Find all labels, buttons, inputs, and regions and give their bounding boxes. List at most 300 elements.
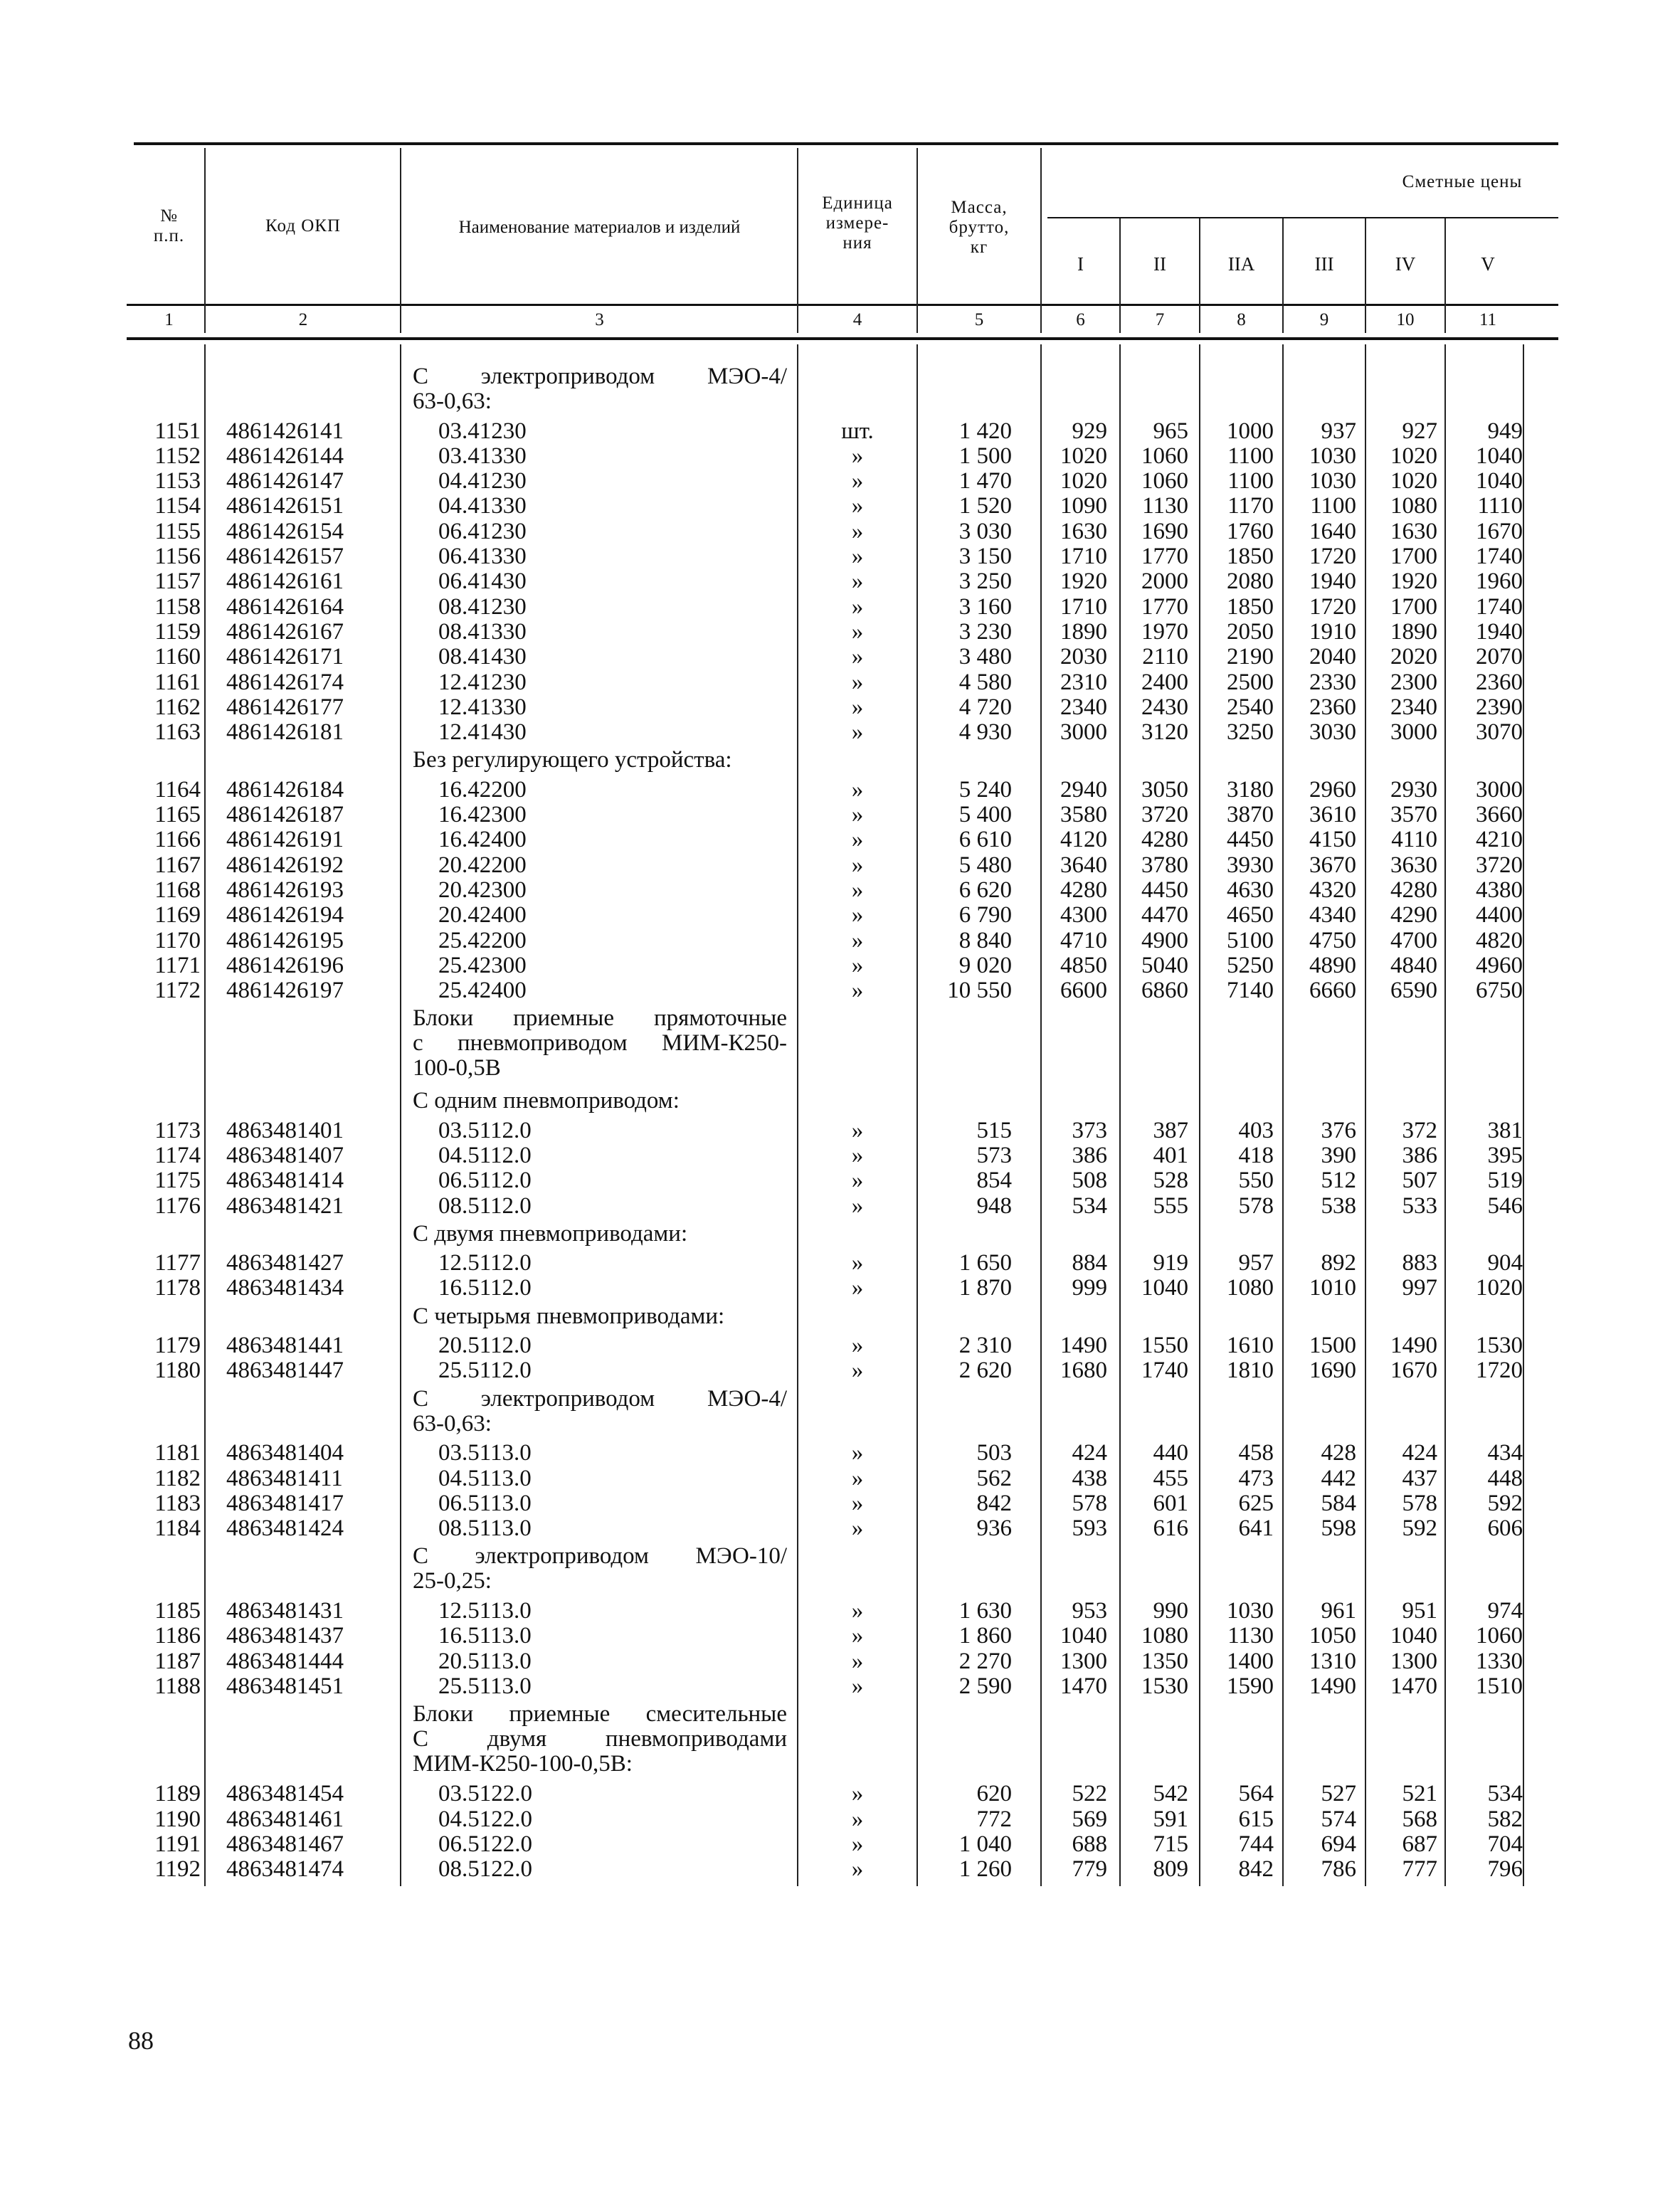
price-cell: 3630 bbox=[1390, 852, 1437, 878]
okp-code: 4861426164 bbox=[226, 594, 344, 620]
price-cell: 386 bbox=[1072, 1143, 1107, 1168]
unit: » bbox=[851, 493, 864, 519]
price-cell: 538 bbox=[1321, 1193, 1356, 1219]
price-cell: 1030 bbox=[1309, 443, 1356, 469]
okp-code: 4863481467 bbox=[226, 1831, 344, 1857]
item-name: 16.5113.0 bbox=[438, 1623, 532, 1649]
price-cell: 777 bbox=[1402, 1856, 1437, 1882]
mass: 573 bbox=[976, 1143, 1012, 1168]
price-cell: 1350 bbox=[1141, 1649, 1188, 1674]
mass: 6 610 bbox=[958, 827, 1012, 852]
okp-code: 4863481424 bbox=[226, 1515, 344, 1541]
price-cell: 1920 bbox=[1060, 568, 1107, 594]
okp-code: 4861426151 bbox=[226, 493, 344, 519]
price-cell: 533 bbox=[1402, 1193, 1437, 1219]
column-divider bbox=[1523, 344, 1524, 1886]
unit: » bbox=[851, 1193, 864, 1219]
price-cell: 1060 bbox=[1476, 1623, 1523, 1649]
price-cell: 4340 bbox=[1309, 902, 1356, 928]
mass: 8 840 bbox=[958, 928, 1012, 953]
price-cell: 625 bbox=[1238, 1491, 1274, 1516]
price-cell: 961 bbox=[1321, 1598, 1356, 1624]
price-cell: 390 bbox=[1321, 1143, 1356, 1168]
price-cell: 1130 bbox=[1227, 1623, 1274, 1649]
price-cell: 555 bbox=[1153, 1193, 1188, 1219]
price-cell: 3640 bbox=[1060, 852, 1107, 878]
price-cell: 796 bbox=[1487, 1856, 1523, 1882]
table-row bbox=[0, 1649, 1680, 1674]
section-title-line: Без регулирующего устройства: bbox=[413, 747, 732, 773]
price-cell: 4450 bbox=[1227, 827, 1274, 852]
column-number: 5 bbox=[974, 310, 984, 329]
column-divider bbox=[1365, 344, 1366, 1886]
table-row bbox=[0, 720, 1680, 745]
row-number: 1159 bbox=[154, 619, 201, 645]
item-name: 08.5113.0 bbox=[438, 1515, 532, 1541]
price-cell: 1490 bbox=[1390, 1333, 1437, 1358]
okp-code: 4863481474 bbox=[226, 1856, 344, 1882]
price-cell: 418 bbox=[1238, 1143, 1274, 1168]
price-cell: 1940 bbox=[1309, 568, 1356, 594]
mass: 5 400 bbox=[958, 802, 1012, 827]
page-number: 88 bbox=[128, 2026, 154, 2055]
price-cell: 1720 bbox=[1309, 544, 1356, 569]
price-cell: 1170 bbox=[1227, 493, 1274, 519]
price-cell: 3070 bbox=[1476, 719, 1523, 745]
price-cell: 6590 bbox=[1390, 978, 1437, 1003]
price-cell: 2540 bbox=[1227, 694, 1274, 720]
section-title-line: Блоки приемные смесительные bbox=[413, 1701, 787, 1727]
row-number: 1188 bbox=[154, 1673, 201, 1699]
price-cell: 786 bbox=[1321, 1856, 1356, 1882]
price-cell: 437 bbox=[1402, 1466, 1437, 1491]
table-row bbox=[0, 1624, 1680, 1649]
unit: » bbox=[851, 827, 864, 852]
unit: » bbox=[851, 1440, 864, 1466]
price-cell: 974 bbox=[1487, 1598, 1523, 1624]
price-cell: 2310 bbox=[1060, 670, 1107, 695]
unit: » bbox=[851, 1856, 864, 1882]
column-number: 8 bbox=[1237, 310, 1246, 329]
price-cell: 386 bbox=[1402, 1143, 1437, 1168]
table-row bbox=[0, 670, 1680, 695]
price-cell: 1030 bbox=[1227, 1598, 1274, 1624]
mass: 842 bbox=[976, 1491, 1012, 1516]
item-name: 20.5112.0 bbox=[438, 1333, 532, 1358]
table-row bbox=[0, 1466, 1680, 1491]
price-cell: 3610 bbox=[1309, 802, 1356, 827]
price-cell: 381 bbox=[1487, 1118, 1523, 1143]
price-cell: 401 bbox=[1153, 1143, 1188, 1168]
price-cell: 582 bbox=[1487, 1806, 1523, 1832]
column-divider bbox=[1444, 344, 1446, 1886]
price-cell: 951 bbox=[1402, 1598, 1437, 1624]
price-cell: 527 bbox=[1321, 1781, 1356, 1806]
price-cell: 4280 bbox=[1060, 877, 1107, 903]
item-name: 16.42300 bbox=[438, 802, 527, 827]
header-divider bbox=[204, 148, 206, 333]
price-cell: 578 bbox=[1402, 1491, 1437, 1516]
mass: 2 270 bbox=[958, 1649, 1012, 1674]
unit: » bbox=[851, 468, 864, 494]
mass: 6 790 bbox=[958, 902, 1012, 928]
mass: 2 590 bbox=[958, 1673, 1012, 1699]
price-cell: 564 bbox=[1238, 1781, 1274, 1806]
price-cell: 4120 bbox=[1060, 827, 1107, 852]
section-title bbox=[413, 1544, 787, 1594]
item-name: 08.5122.0 bbox=[438, 1856, 532, 1882]
item-name: 04.5113.0 bbox=[438, 1466, 532, 1491]
row-number: 1192 bbox=[154, 1856, 201, 1882]
price-cell: 1890 bbox=[1060, 619, 1107, 645]
row-number: 1174 bbox=[154, 1143, 201, 1168]
price-cell: 4710 bbox=[1060, 928, 1107, 953]
price-cell: 4650 bbox=[1227, 902, 1274, 928]
column-divider bbox=[1040, 344, 1042, 1886]
price-cell: 584 bbox=[1321, 1491, 1356, 1516]
price-cell: 1100 bbox=[1227, 443, 1274, 469]
table-top-rule bbox=[134, 142, 1558, 145]
price-cell: 4900 bbox=[1141, 928, 1188, 953]
table-row bbox=[0, 1333, 1680, 1358]
section-title-line: 63-0,63: bbox=[413, 388, 492, 414]
price-cell: 4320 bbox=[1309, 877, 1356, 903]
row-number: 1168 bbox=[154, 877, 201, 903]
price-cell: 1630 bbox=[1060, 519, 1107, 544]
okp-code: 4861426144 bbox=[226, 443, 344, 469]
price-cell: 688 bbox=[1072, 1831, 1107, 1857]
okp-code: 4861426177 bbox=[226, 694, 344, 720]
section-title-line: Блоки приемные прямоточные bbox=[413, 1005, 787, 1031]
price-cell: 4450 bbox=[1141, 877, 1188, 903]
price-cell: 1300 bbox=[1390, 1649, 1437, 1674]
price-cell: 1770 bbox=[1141, 594, 1188, 620]
price-cell: 1040 bbox=[1476, 468, 1523, 494]
unit: » bbox=[851, 719, 864, 745]
item-name: 20.5113.0 bbox=[438, 1649, 532, 1674]
price-cell: 1920 bbox=[1390, 568, 1437, 594]
okp-code: 4863481441 bbox=[226, 1333, 344, 1358]
price-cell: 1040 bbox=[1141, 1275, 1188, 1301]
table-row bbox=[0, 444, 1680, 469]
price-cell: 1510 bbox=[1476, 1673, 1523, 1699]
column-number-rule bbox=[127, 337, 1558, 340]
price-cell: 1740 bbox=[1476, 544, 1523, 569]
price-cell: 458 bbox=[1238, 1440, 1274, 1466]
price-cell: 1720 bbox=[1309, 594, 1356, 620]
price-cell: 1720 bbox=[1476, 1358, 1523, 1383]
price-cell: 3670 bbox=[1309, 852, 1356, 878]
header-col-prices: Сметные цены bbox=[1402, 172, 1523, 191]
price-cell: 5040 bbox=[1141, 953, 1188, 978]
table-row bbox=[0, 1251, 1680, 1276]
price-cell: 574 bbox=[1321, 1806, 1356, 1832]
price-cell: 4280 bbox=[1390, 877, 1437, 903]
row-number: 1164 bbox=[154, 777, 201, 803]
column-divider bbox=[916, 344, 918, 1886]
row-number: 1170 bbox=[154, 928, 201, 953]
price-cell: 1020 bbox=[1060, 443, 1107, 469]
row-number: 1160 bbox=[154, 644, 201, 670]
column-divider bbox=[797, 344, 798, 1886]
okp-code: 4861426184 bbox=[226, 777, 344, 803]
section-title-line: с пневмоприводом МИМ-К250- bbox=[413, 1030, 787, 1056]
table-row bbox=[0, 1441, 1680, 1466]
section-title bbox=[413, 748, 787, 773]
price-cell: 1330 bbox=[1476, 1649, 1523, 1674]
row-number: 1184 bbox=[154, 1515, 201, 1541]
section-title bbox=[413, 1387, 787, 1437]
row-number: 1189 bbox=[154, 1781, 201, 1806]
price-cell: 598 bbox=[1321, 1515, 1356, 1541]
column-number: 9 bbox=[1319, 310, 1329, 329]
mass: 3 480 bbox=[958, 644, 1012, 670]
mass: 515 bbox=[976, 1118, 1012, 1143]
table-row bbox=[0, 595, 1680, 620]
okp-code: 4863481444 bbox=[226, 1649, 344, 1674]
header-divider bbox=[400, 148, 401, 333]
price-cell: 3660 bbox=[1476, 802, 1523, 827]
price-cell: 508 bbox=[1072, 1168, 1107, 1193]
price-cell: 1100 bbox=[1227, 468, 1274, 494]
price-cell: 578 bbox=[1072, 1491, 1107, 1516]
price-cell: 424 bbox=[1072, 1440, 1107, 1466]
table-row bbox=[0, 978, 1680, 1003]
price-cell: 949 bbox=[1487, 418, 1523, 444]
price-cell: 6600 bbox=[1060, 978, 1107, 1003]
price-cell: 442 bbox=[1321, 1466, 1356, 1491]
okp-code: 4863481431 bbox=[226, 1598, 344, 1624]
price-cell: 3030 bbox=[1309, 719, 1356, 745]
price-cell: 779 bbox=[1072, 1856, 1107, 1882]
table-row bbox=[0, 1358, 1680, 1383]
item-name: 20.42200 bbox=[438, 852, 527, 878]
row-number: 1154 bbox=[154, 493, 201, 519]
mass: 1 260 bbox=[958, 1856, 1012, 1882]
section-title bbox=[413, 1222, 787, 1247]
row-number: 1179 bbox=[154, 1333, 201, 1358]
unit: » bbox=[851, 928, 864, 953]
price-cell: 4290 bbox=[1390, 902, 1437, 928]
price-cell: 4630 bbox=[1227, 877, 1274, 903]
unit: » bbox=[851, 1466, 864, 1491]
price-cell: 4400 bbox=[1476, 902, 1523, 928]
table-row bbox=[0, 1118, 1680, 1143]
unit: » bbox=[851, 1168, 864, 1193]
okp-code: 4861426161 bbox=[226, 568, 344, 594]
item-name: 25.5112.0 bbox=[438, 1358, 532, 1383]
price-cell: 512 bbox=[1321, 1168, 1356, 1193]
price-cell: 519 bbox=[1487, 1168, 1523, 1193]
mass: 772 bbox=[976, 1806, 1012, 1832]
item-name: 04.41330 bbox=[438, 493, 527, 519]
unit: » bbox=[851, 670, 864, 695]
price-cell: 455 bbox=[1153, 1466, 1188, 1491]
price-cell: 744 bbox=[1238, 1831, 1274, 1857]
price-cell: 3000 bbox=[1390, 719, 1437, 745]
mass: 1 870 bbox=[958, 1275, 1012, 1301]
price-cell: 3780 bbox=[1141, 852, 1188, 878]
price-cell: 591 bbox=[1153, 1806, 1188, 1832]
mass: 3 160 bbox=[958, 594, 1012, 620]
price-cell: 1080 bbox=[1141, 1623, 1188, 1649]
section-title-line: МИМ-К250-100-0,5В: bbox=[413, 1751, 633, 1777]
unit: » bbox=[851, 519, 864, 544]
unit: » bbox=[851, 1515, 864, 1541]
price-cell: 904 bbox=[1487, 1250, 1523, 1276]
price-cell: 542 bbox=[1153, 1781, 1188, 1806]
price-cell: 3120 bbox=[1141, 719, 1188, 745]
section-title-line: С электроприводом МЭО-10/ bbox=[413, 1543, 787, 1569]
price-cell: 2030 bbox=[1060, 644, 1107, 670]
price-cell: 1470 bbox=[1060, 1673, 1107, 1699]
okp-code: 4863481404 bbox=[226, 1440, 344, 1466]
row-number: 1169 bbox=[154, 902, 201, 928]
unit: » bbox=[851, 568, 864, 594]
okp-code: 4861426194 bbox=[226, 902, 344, 928]
mass: 2 620 bbox=[958, 1358, 1012, 1383]
price-cell: 1700 bbox=[1390, 544, 1437, 569]
table-row bbox=[0, 903, 1680, 928]
price-cell: 592 bbox=[1402, 1515, 1437, 1541]
section-title bbox=[413, 1006, 787, 1081]
mass: 4 930 bbox=[958, 719, 1012, 745]
okp-code: 4861426197 bbox=[226, 978, 344, 1003]
unit: » bbox=[851, 1333, 864, 1358]
okp-code: 4861426195 bbox=[226, 928, 344, 953]
unit: » bbox=[851, 1598, 864, 1624]
section-title-line: С двумя пневмоприводами bbox=[413, 1726, 787, 1752]
unit: » bbox=[851, 1250, 864, 1276]
item-name: 20.42400 bbox=[438, 902, 527, 928]
unit: » bbox=[851, 978, 864, 1003]
item-name: 03.5122.0 bbox=[438, 1781, 532, 1806]
price-zone-header: III bbox=[1314, 253, 1334, 275]
row-number: 1172 bbox=[154, 978, 201, 1003]
column-number: 1 bbox=[164, 310, 174, 329]
column-number: 2 bbox=[298, 310, 308, 329]
table-row bbox=[0, 1857, 1680, 1882]
price-cell: 2340 bbox=[1390, 694, 1437, 720]
price-cell: 1400 bbox=[1227, 1649, 1274, 1674]
price-cell: 1700 bbox=[1390, 594, 1437, 620]
row-number: 1165 bbox=[154, 802, 201, 827]
price-cell: 1050 bbox=[1309, 1623, 1356, 1649]
price-cell: 1020 bbox=[1390, 468, 1437, 494]
price-cell: 1490 bbox=[1309, 1673, 1356, 1699]
table-row bbox=[0, 620, 1680, 645]
row-number: 1156 bbox=[154, 544, 201, 569]
column-divider bbox=[400, 344, 401, 1886]
price-cell: 2340 bbox=[1060, 694, 1107, 720]
row-number: 1157 bbox=[154, 568, 201, 594]
column-divider bbox=[1119, 344, 1121, 1886]
price-cell: 4850 bbox=[1060, 953, 1107, 978]
row-number: 1163 bbox=[154, 719, 201, 745]
okp-code: 4863481407 bbox=[226, 1143, 344, 1168]
price-cell: 434 bbox=[1487, 1440, 1523, 1466]
price-cell: 1030 bbox=[1309, 468, 1356, 494]
unit: » bbox=[851, 1623, 864, 1649]
price-cell: 4300 bbox=[1060, 902, 1107, 928]
mass: 620 bbox=[976, 1781, 1012, 1806]
unit: шт. bbox=[841, 418, 874, 444]
price-cell: 4750 bbox=[1309, 928, 1356, 953]
okp-code: 4861426181 bbox=[226, 719, 344, 745]
row-number: 1183 bbox=[154, 1491, 201, 1516]
section-title-line: 100-0,5В bbox=[413, 1055, 501, 1081]
price-cell: 2080 bbox=[1227, 568, 1274, 594]
section-title-line: С одним пневмоприводом: bbox=[413, 1088, 680, 1113]
price-cell: 1690 bbox=[1141, 519, 1188, 544]
column-divider bbox=[1282, 344, 1284, 1886]
price-cell: 1610 bbox=[1227, 1333, 1274, 1358]
header-col-name: Наименование материалов и изделий bbox=[458, 218, 741, 237]
column-number: 7 bbox=[1155, 310, 1165, 329]
mass: 936 bbox=[976, 1515, 1012, 1541]
price-cell: 593 bbox=[1072, 1515, 1107, 1541]
price-cell: 1020 bbox=[1476, 1275, 1523, 1301]
price-cell: 1640 bbox=[1309, 519, 1356, 544]
okp-code: 4863481414 bbox=[226, 1168, 344, 1193]
price-cell: 965 bbox=[1153, 418, 1188, 444]
price-cell: 1100 bbox=[1310, 493, 1356, 519]
mass: 10 550 bbox=[947, 978, 1012, 1003]
price-cell: 616 bbox=[1153, 1515, 1188, 1541]
table-row bbox=[0, 1516, 1680, 1541]
unit: » bbox=[851, 1358, 864, 1383]
price-cell: 1710 bbox=[1060, 544, 1107, 569]
okp-code: 4861426141 bbox=[226, 418, 344, 444]
table-row bbox=[0, 853, 1680, 878]
price-cell: 1740 bbox=[1476, 594, 1523, 620]
price-cell: 694 bbox=[1321, 1831, 1356, 1857]
unit: » bbox=[851, 594, 864, 620]
section-title bbox=[413, 1089, 787, 1113]
price-cell: 372 bbox=[1402, 1118, 1437, 1143]
item-name: 25.42400 bbox=[438, 978, 527, 1003]
table-row bbox=[0, 827, 1680, 852]
price-cell: 2070 bbox=[1476, 644, 1523, 670]
unit: » bbox=[851, 953, 864, 978]
table-row bbox=[0, 1143, 1680, 1168]
price-cell: 3870 bbox=[1227, 802, 1274, 827]
table-row bbox=[0, 519, 1680, 544]
price-cell: 2400 bbox=[1141, 670, 1188, 695]
okp-code: 4861426167 bbox=[226, 619, 344, 645]
price-cell: 6750 bbox=[1476, 978, 1523, 1003]
price-cell: 704 bbox=[1487, 1831, 1523, 1857]
row-number: 1186 bbox=[154, 1623, 201, 1649]
okp-code: 4861426193 bbox=[226, 877, 344, 903]
mass: 6 620 bbox=[958, 877, 1012, 903]
item-name: 12.41430 bbox=[438, 719, 527, 745]
item-name: 03.5113.0 bbox=[438, 1440, 532, 1466]
price-cell: 2040 bbox=[1309, 644, 1356, 670]
mass: 3 250 bbox=[958, 568, 1012, 594]
mass: 2 310 bbox=[958, 1333, 1012, 1358]
okp-code: 4863481434 bbox=[226, 1275, 344, 1301]
price-cell: 953 bbox=[1072, 1598, 1107, 1624]
row-number: 1180 bbox=[154, 1358, 201, 1383]
row-number: 1177 bbox=[154, 1250, 201, 1276]
price-cell: 592 bbox=[1487, 1491, 1523, 1516]
table-row bbox=[0, 1832, 1680, 1857]
price-cell: 1670 bbox=[1390, 1358, 1437, 1383]
price-cell: 606 bbox=[1487, 1515, 1523, 1541]
price-cell: 2930 bbox=[1390, 777, 1437, 803]
price-cell: 387 bbox=[1153, 1118, 1188, 1143]
